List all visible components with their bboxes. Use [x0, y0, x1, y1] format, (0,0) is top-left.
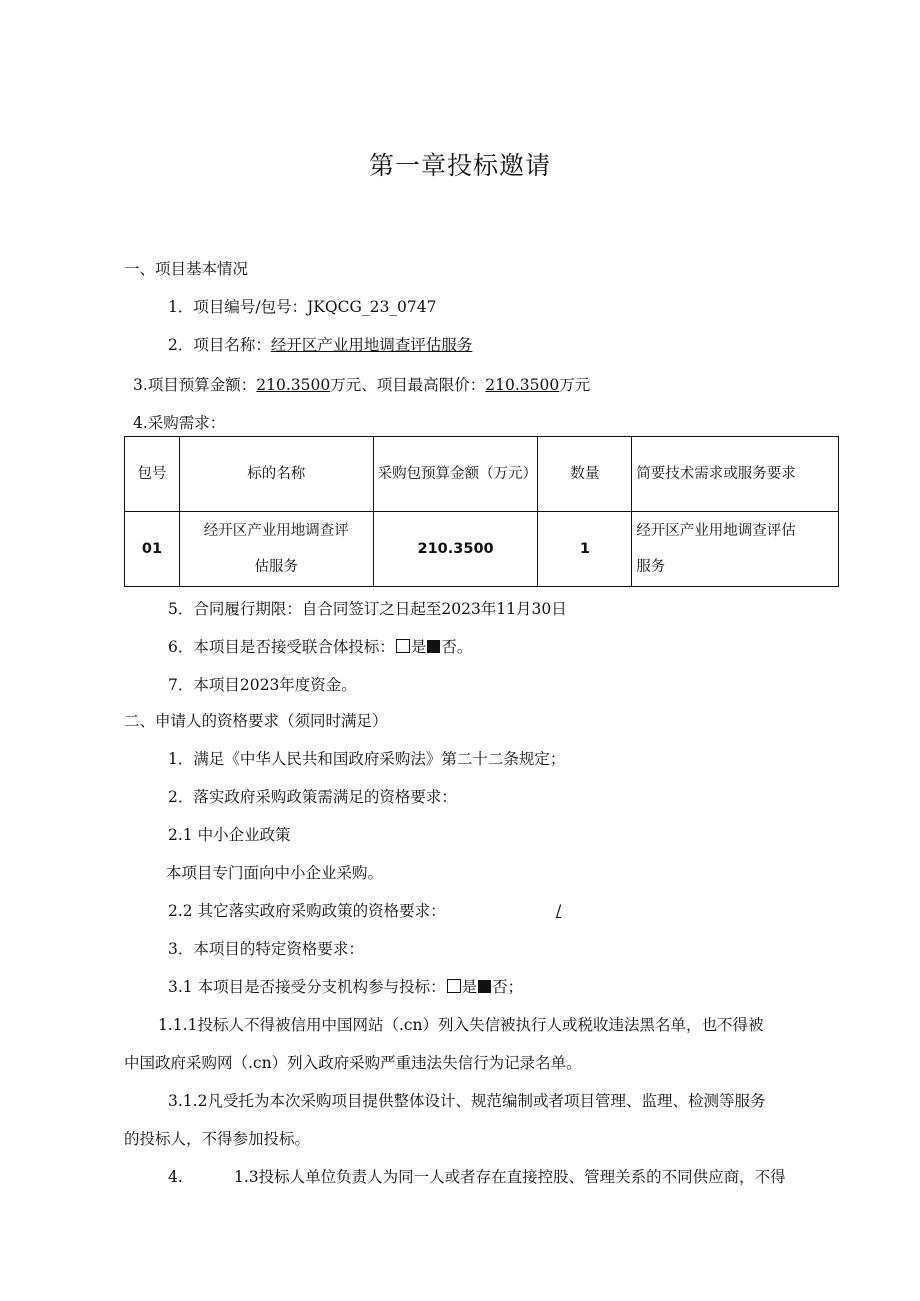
cell-requirements: 经开区产业用地调查评估服务	[632, 512, 839, 587]
cell-package-no: 01	[125, 512, 180, 587]
consortium-label: 6．本项目是否接受联合体投标：	[168, 638, 395, 656]
project-name-label: 2．项目名称：	[168, 336, 271, 354]
design-requirement-line-2: 的投标人，不得参加投标。	[124, 1130, 311, 1148]
requirement-3: 3．本项目的特定资格要求：	[168, 940, 364, 958]
header-item-name: 标的名称	[179, 437, 373, 512]
requirements-table	[124, 436, 839, 587]
project-number-line	[168, 296, 437, 318]
branch-line	[168, 976, 523, 998]
consortium-line	[168, 636, 472, 658]
table-row	[125, 512, 839, 587]
project-number-value: JKQCG_23_0747	[307, 298, 437, 316]
page-title: 第一章投标邀请	[368, 151, 551, 180]
branch-no-label: 否；	[492, 978, 524, 996]
consortium-no-label: 否。	[441, 638, 473, 656]
budget-mid: 万元、项目最高限价：	[330, 376, 486, 394]
budget-label: 3.项目预算金额：	[133, 376, 257, 394]
max-price-unit: 万元	[559, 376, 591, 394]
header-requirements: 简要技术需求或服务要求	[632, 437, 839, 512]
credit-requirement-line-2: 中国政府采购网（.cn）列入政府采购严重违法失信行为记录名单。	[124, 1054, 582, 1072]
requirement-1: 1．满足《中华人民共和国政府采购法》第二十二条规定；	[168, 750, 566, 768]
yes-checkbox-icon	[396, 639, 410, 653]
project-name-line	[168, 334, 472, 356]
design-requirement-line-1: 3.1.2凡受托为本次采购项目提供整体设计、规范编制或者项目管理、监理、检测等服务	[168, 1092, 766, 1110]
branch-yes-checkbox-icon	[447, 979, 461, 993]
contract-period-line: 5．合同履行期限：自合同签订之日起至2023年11月30日	[168, 600, 567, 618]
requirement-2-2: 2.2 其它落实政府采购政策的资格要求：	[168, 902, 446, 920]
requirement-4-text: 1.3投标人单位负责人为同一人或者存在直接控股、管理关系的不同供应商，不得	[234, 1168, 786, 1186]
credit-requirement-line-1: 1.1.1投标人不得被信用中国网站（.cn）列入失信被执行人或税收违法黑名单，也不得被	[158, 1016, 764, 1034]
max-price-value: 210.3500	[485, 376, 560, 394]
branch-no-checkbox-checked-icon	[478, 980, 491, 993]
section-2-heading: 二、申请人的资格要求（须同时满足）	[124, 712, 388, 730]
branch-yes-label: 是	[461, 978, 478, 996]
header-budget: 采购包预算金额（万元）	[373, 437, 538, 512]
requirement-2-2-value: /	[556, 902, 562, 920]
requirement-4-number: 4.	[168, 1168, 183, 1186]
cell-quantity: 1	[538, 512, 632, 587]
budget-value: 210.3500	[256, 376, 331, 394]
cell-budget: 210.3500	[373, 512, 538, 587]
table-header-row	[125, 437, 839, 512]
section-1-heading: 一、项目基本情况	[124, 260, 249, 278]
budget-line	[133, 374, 590, 396]
funding-line: 7．本项目2023年度资金。	[168, 676, 357, 694]
requirement-2-1: 2.1 中小企业政策	[168, 826, 291, 844]
cell-item-name: 经开区产业用地调查评估服务	[179, 512, 373, 587]
project-number-label: 1．项目编号/包号：	[168, 298, 308, 316]
header-package-no: 包号	[125, 437, 180, 512]
project-name-value: 经开区产业用地调查评估服务	[270, 336, 473, 354]
branch-label: 3.1 本项目是否接受分支机构参与投标：	[168, 978, 446, 996]
requirement-2-1-text: 本项目专门面向中小企业采购。	[166, 864, 384, 882]
header-quantity: 数量	[538, 437, 632, 512]
procurement-needs-label: 4.采购需求：	[133, 414, 226, 432]
requirement-2: 2．落实政府采购政策需满足的资格要求：	[168, 788, 457, 806]
consortium-yes-label: 是	[410, 638, 427, 656]
no-checkbox-checked-icon	[427, 640, 440, 653]
